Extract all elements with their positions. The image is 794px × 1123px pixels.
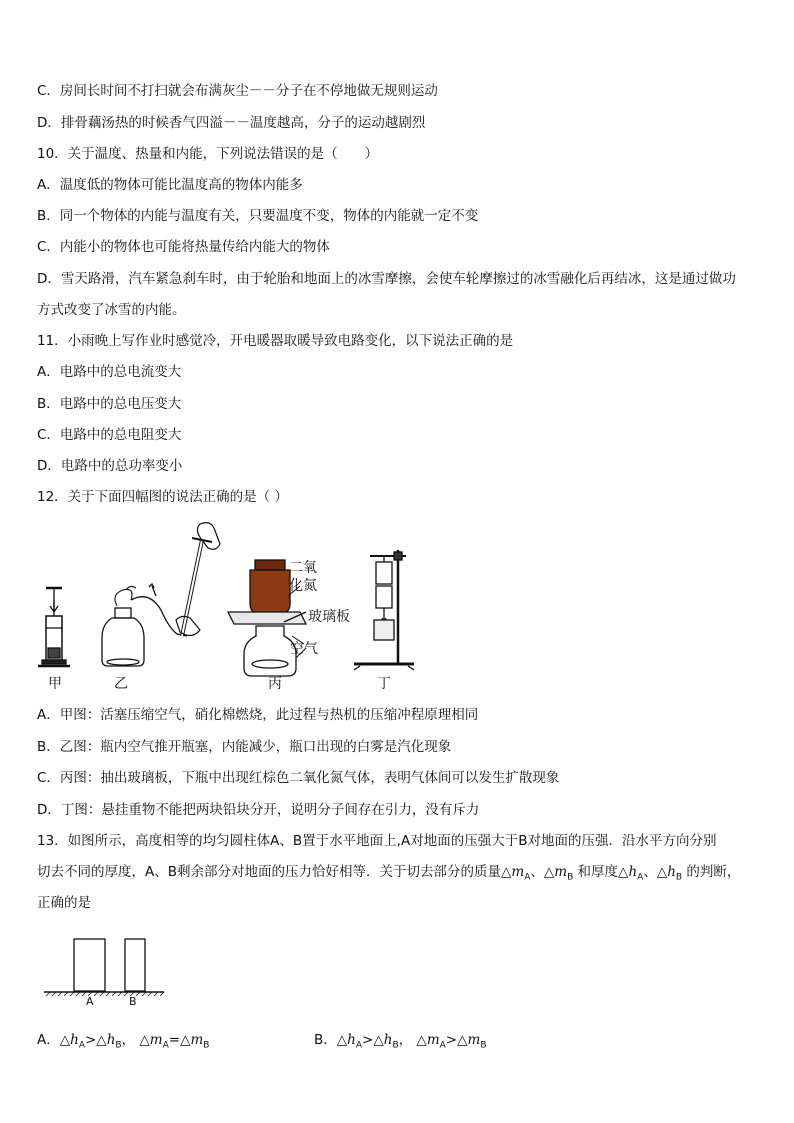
q11-option-c: C．电路中的总电阻变大 (37, 427, 182, 443)
q12-option-d: D．丁图：悬挂重物不能把两块铅块分开，说明分子间存在引力，没有斥力 (37, 802, 480, 818)
bottle-pump-figure-yi (102, 523, 220, 666)
cylinder-a (74, 939, 105, 991)
q12-option-a: A．甲图：活塞压缩空气，硝化棉燃烧，此过程与热机的压缩冲程原理相同 (37, 707, 479, 723)
q12-figures (30, 520, 430, 695)
no2-label-line2: 化氮 (289, 578, 317, 594)
q10-option-c: C．内能小的物体也可能将热量传给内能大的物体 (37, 239, 330, 255)
q12-option-c: C．丙图：抽出玻璃板，下瓶中出现红棕色二氧化氮气体，表明气体间可以发生扩散现象 (37, 770, 560, 786)
q10-option-a: A．温度低的物体可能比温度高的物体内能多 (37, 177, 303, 193)
q13-stem-line3: 正确的是 (37, 895, 91, 911)
q11-option-d: D．电路中的总功率变小 (37, 458, 183, 474)
q10-option-d-line2: 方式改变了冰雪的内能。 (37, 302, 186, 318)
q10-option-b: B．同一个物体的内能与温度有关，只要温度不变，物体的内能就一定不变 (37, 208, 479, 224)
lead-blocks-figure-ding (354, 550, 414, 670)
q13-cylinders-figure (44, 935, 164, 1005)
q13-option-a: A．$\triangle h_A>\triangle h_B$， $\triangle m_A=\triangle m_B$ (37, 1032, 210, 1051)
cylinder-b-label: B (129, 995, 137, 1008)
q13-option-b: B．$\triangle h_A>\triangle h_B$， $\triangle m_A>\triangle m_B$ (314, 1032, 487, 1051)
figure-label-yi: 乙 (114, 676, 128, 692)
q13-stem-line1: 13．如图所示，高度相等的均匀圆柱体A、B置于水平地面上,A对地面的压强大于B对地面的压强．沿水平方向分别 (37, 833, 717, 849)
q9-option-c: C．房间长时间不打扫就会布满灰尘－－分子在不停地做无规则运动 (37, 83, 438, 99)
air-label: 空气 (290, 641, 318, 657)
q11-stem: 11．小雨晚上写作业时感觉冷，开电暖器取暖导致电路变化，以下说法正确的是 (37, 333, 514, 349)
no2-label-line1: 二氧 (289, 560, 317, 576)
q12-stem: 12．关于下面四幅图的说法正确的是（ ） (37, 489, 288, 505)
figure-label-bing: 丙 (268, 676, 282, 692)
cylinder-b (125, 939, 145, 991)
q12-option-b: B．乙图：瓶内空气推开瓶塞，内能减少，瓶口出现的白雾是汽化现象 (37, 739, 452, 755)
figure-label-ding: 丁 (377, 676, 391, 692)
q11-option-a: A．电路中的总电流变大 (37, 364, 182, 380)
figure-label-jia: 甲 (48, 676, 62, 692)
q10-option-d-line1: D．雪天路滑，汽车紧急刹车时，由于轮胎和地面上的冰雪摩擦，会使车轮摩擦过的冰雪融化后再结冰，这是通过做功 (37, 271, 736, 287)
q13-stem-line2: 切去不同的厚度，A、B剩余部分对地面的压力恰好相等．关于切去部分的质量$\triangle m_A$、$\triangle m_B$ 和厚度$\triangle h_A$、$\triangle h_B$ 的判断， (37, 864, 741, 883)
syringe-figure-jia (38, 588, 70, 666)
q9-option-d: D．排骨藕汤热的时候香气四溢－－温度越高，分子的运动越剧烈 (37, 115, 426, 131)
cylinder-a-label: A (86, 995, 94, 1008)
q11-option-b: B．电路中的总电压变大 (37, 396, 182, 412)
q10-stem: 10．关于温度、热量和内能，下列说法错误的是（ ） (37, 146, 379, 162)
glass-plate-label: 玻璃板 (308, 609, 350, 625)
